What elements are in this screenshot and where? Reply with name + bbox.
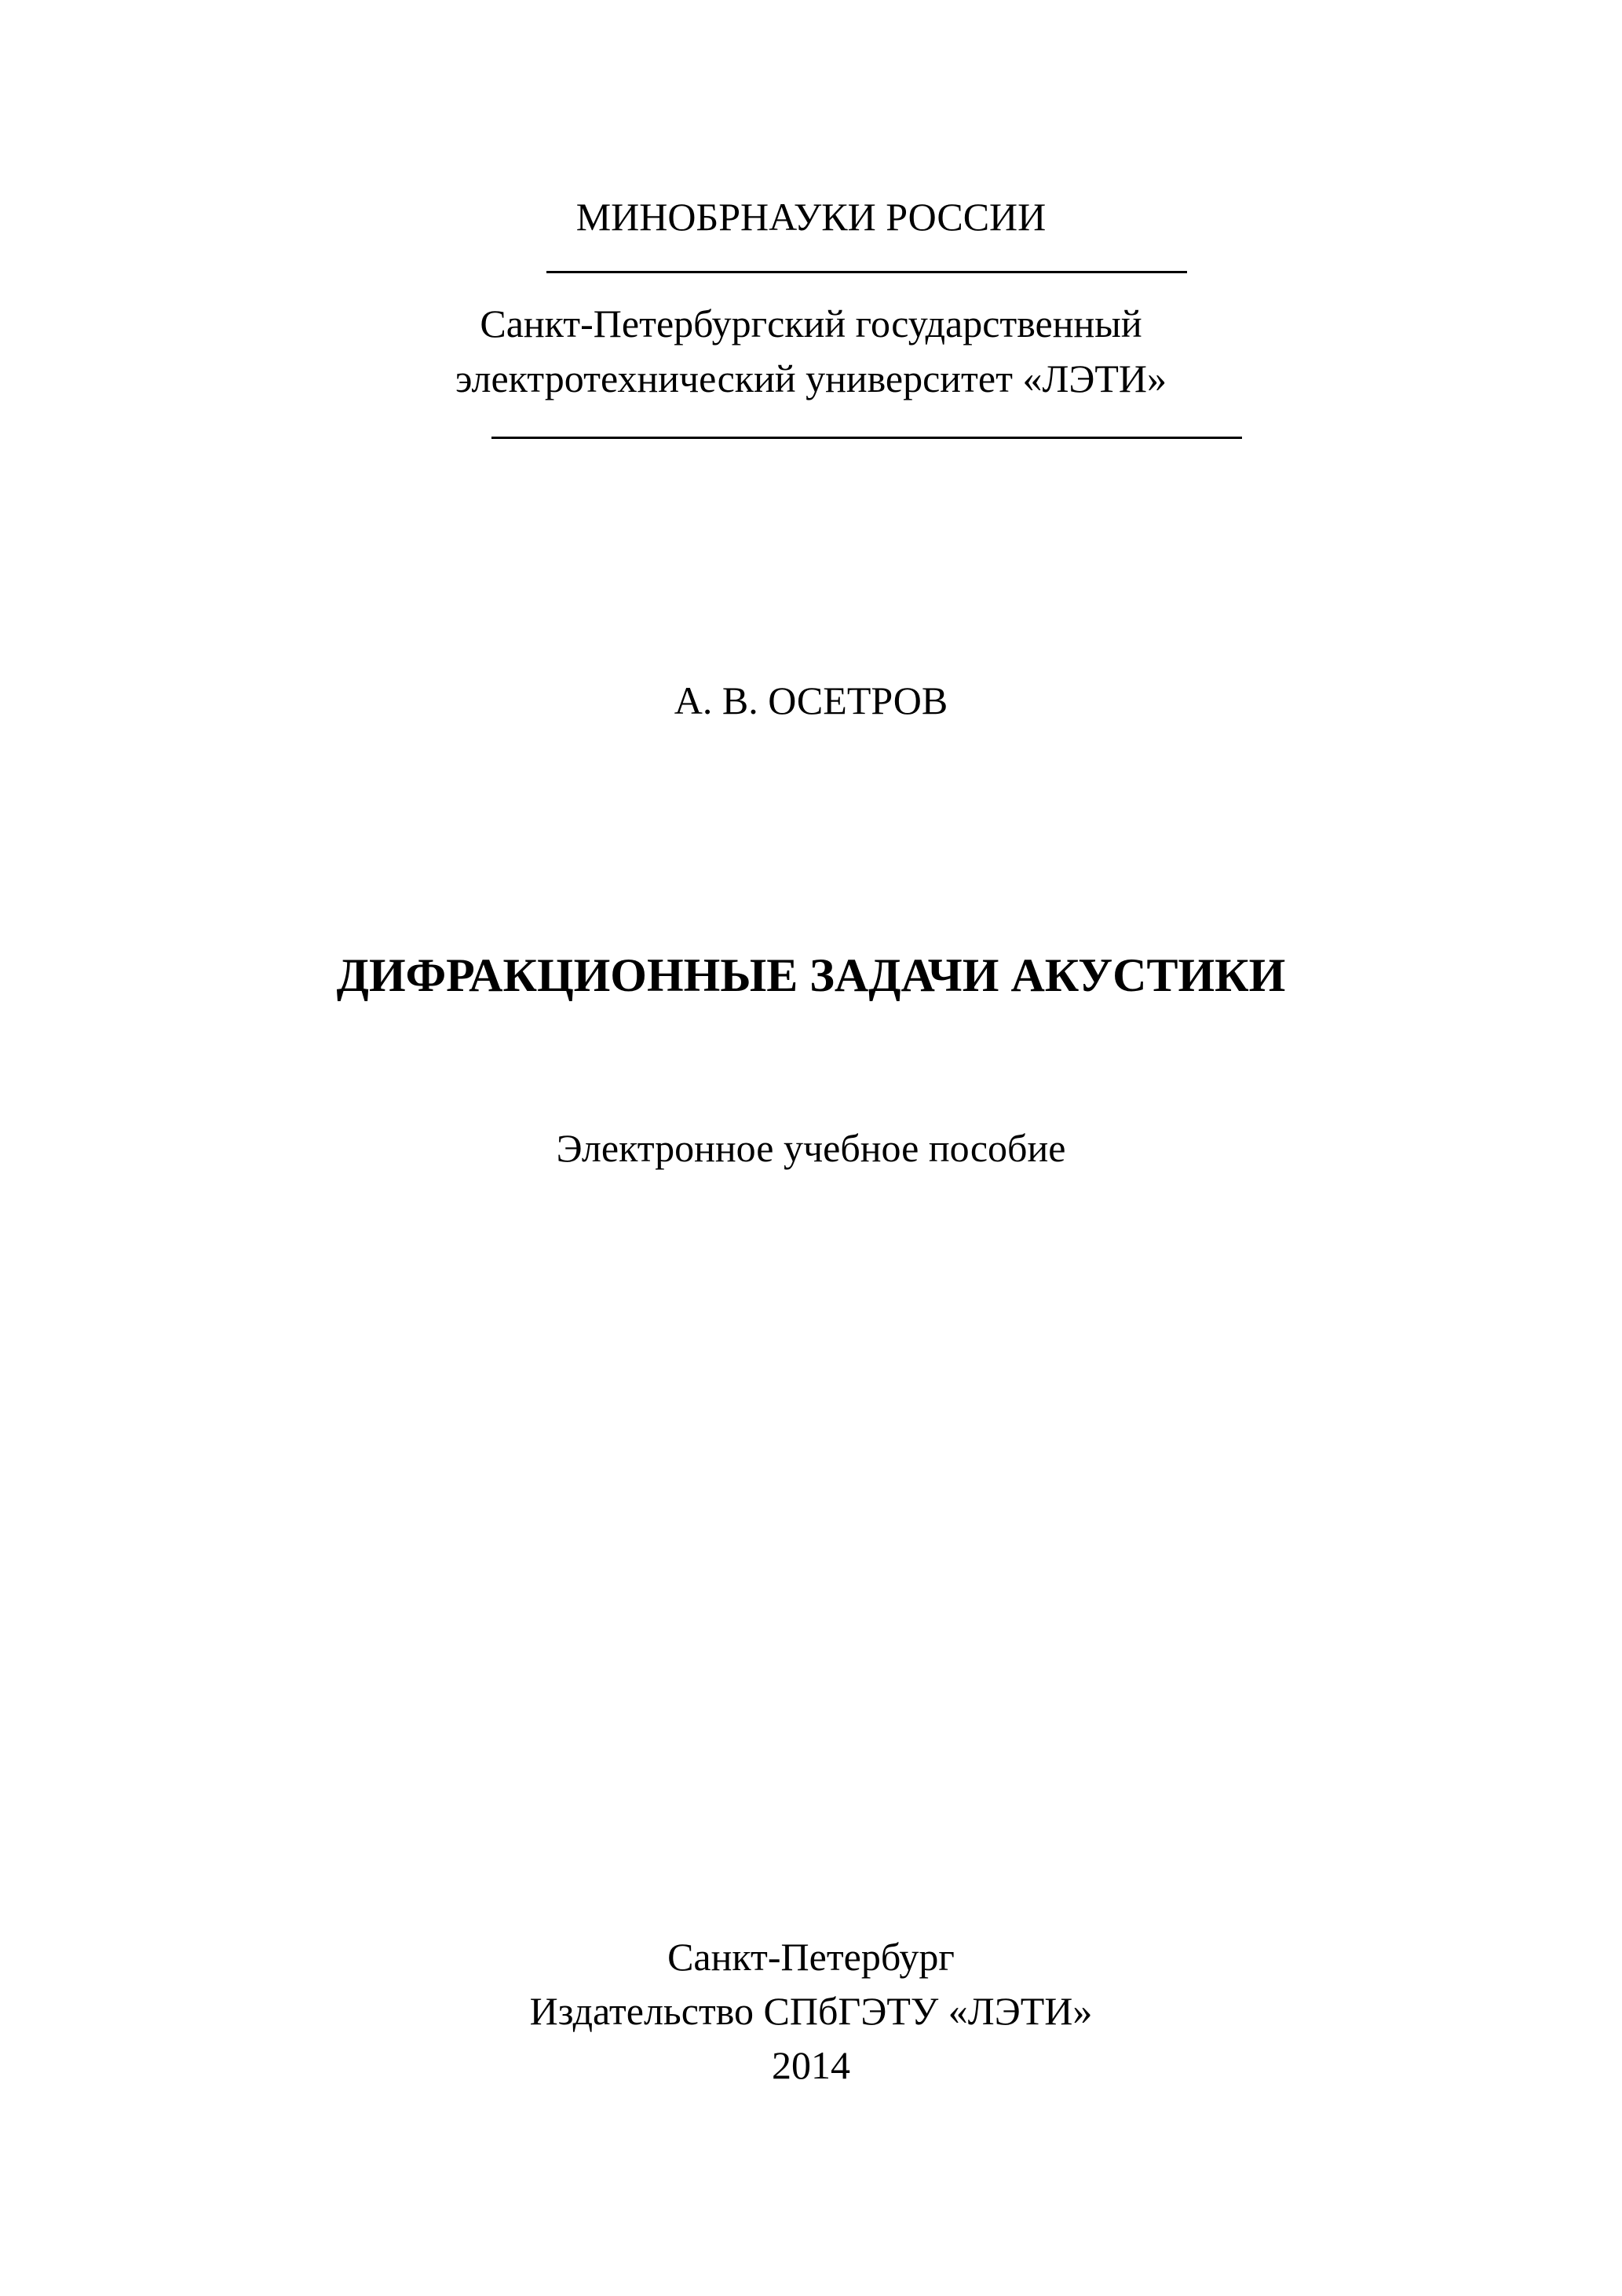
ministry-name: МИНОБРНАУКИ РОССИИ xyxy=(575,195,1047,239)
imprint-city: Санкт-Петербург xyxy=(667,1935,955,1979)
university-name-line-2: электротехнический университет «ЛЭТИ» xyxy=(455,356,1167,400)
document-title: ДИФРАКЦИОННЫЕ ЗАДАЧИ АКУСТИКИ xyxy=(336,949,1286,1001)
document-subtitle: Электронное учебное пособие xyxy=(556,1126,1066,1170)
header-divider-short xyxy=(546,271,1187,273)
university-name-line-1: Санкт-Петербургский государственный xyxy=(480,302,1142,345)
imprint-year: 2014 xyxy=(772,2043,850,2087)
header-divider-long xyxy=(491,437,1242,439)
imprint-publisher: Издательство СПбГЭТУ «ЛЭТИ» xyxy=(529,1989,1093,2033)
author-name: А. В. ОСЕТРОВ xyxy=(674,678,948,722)
